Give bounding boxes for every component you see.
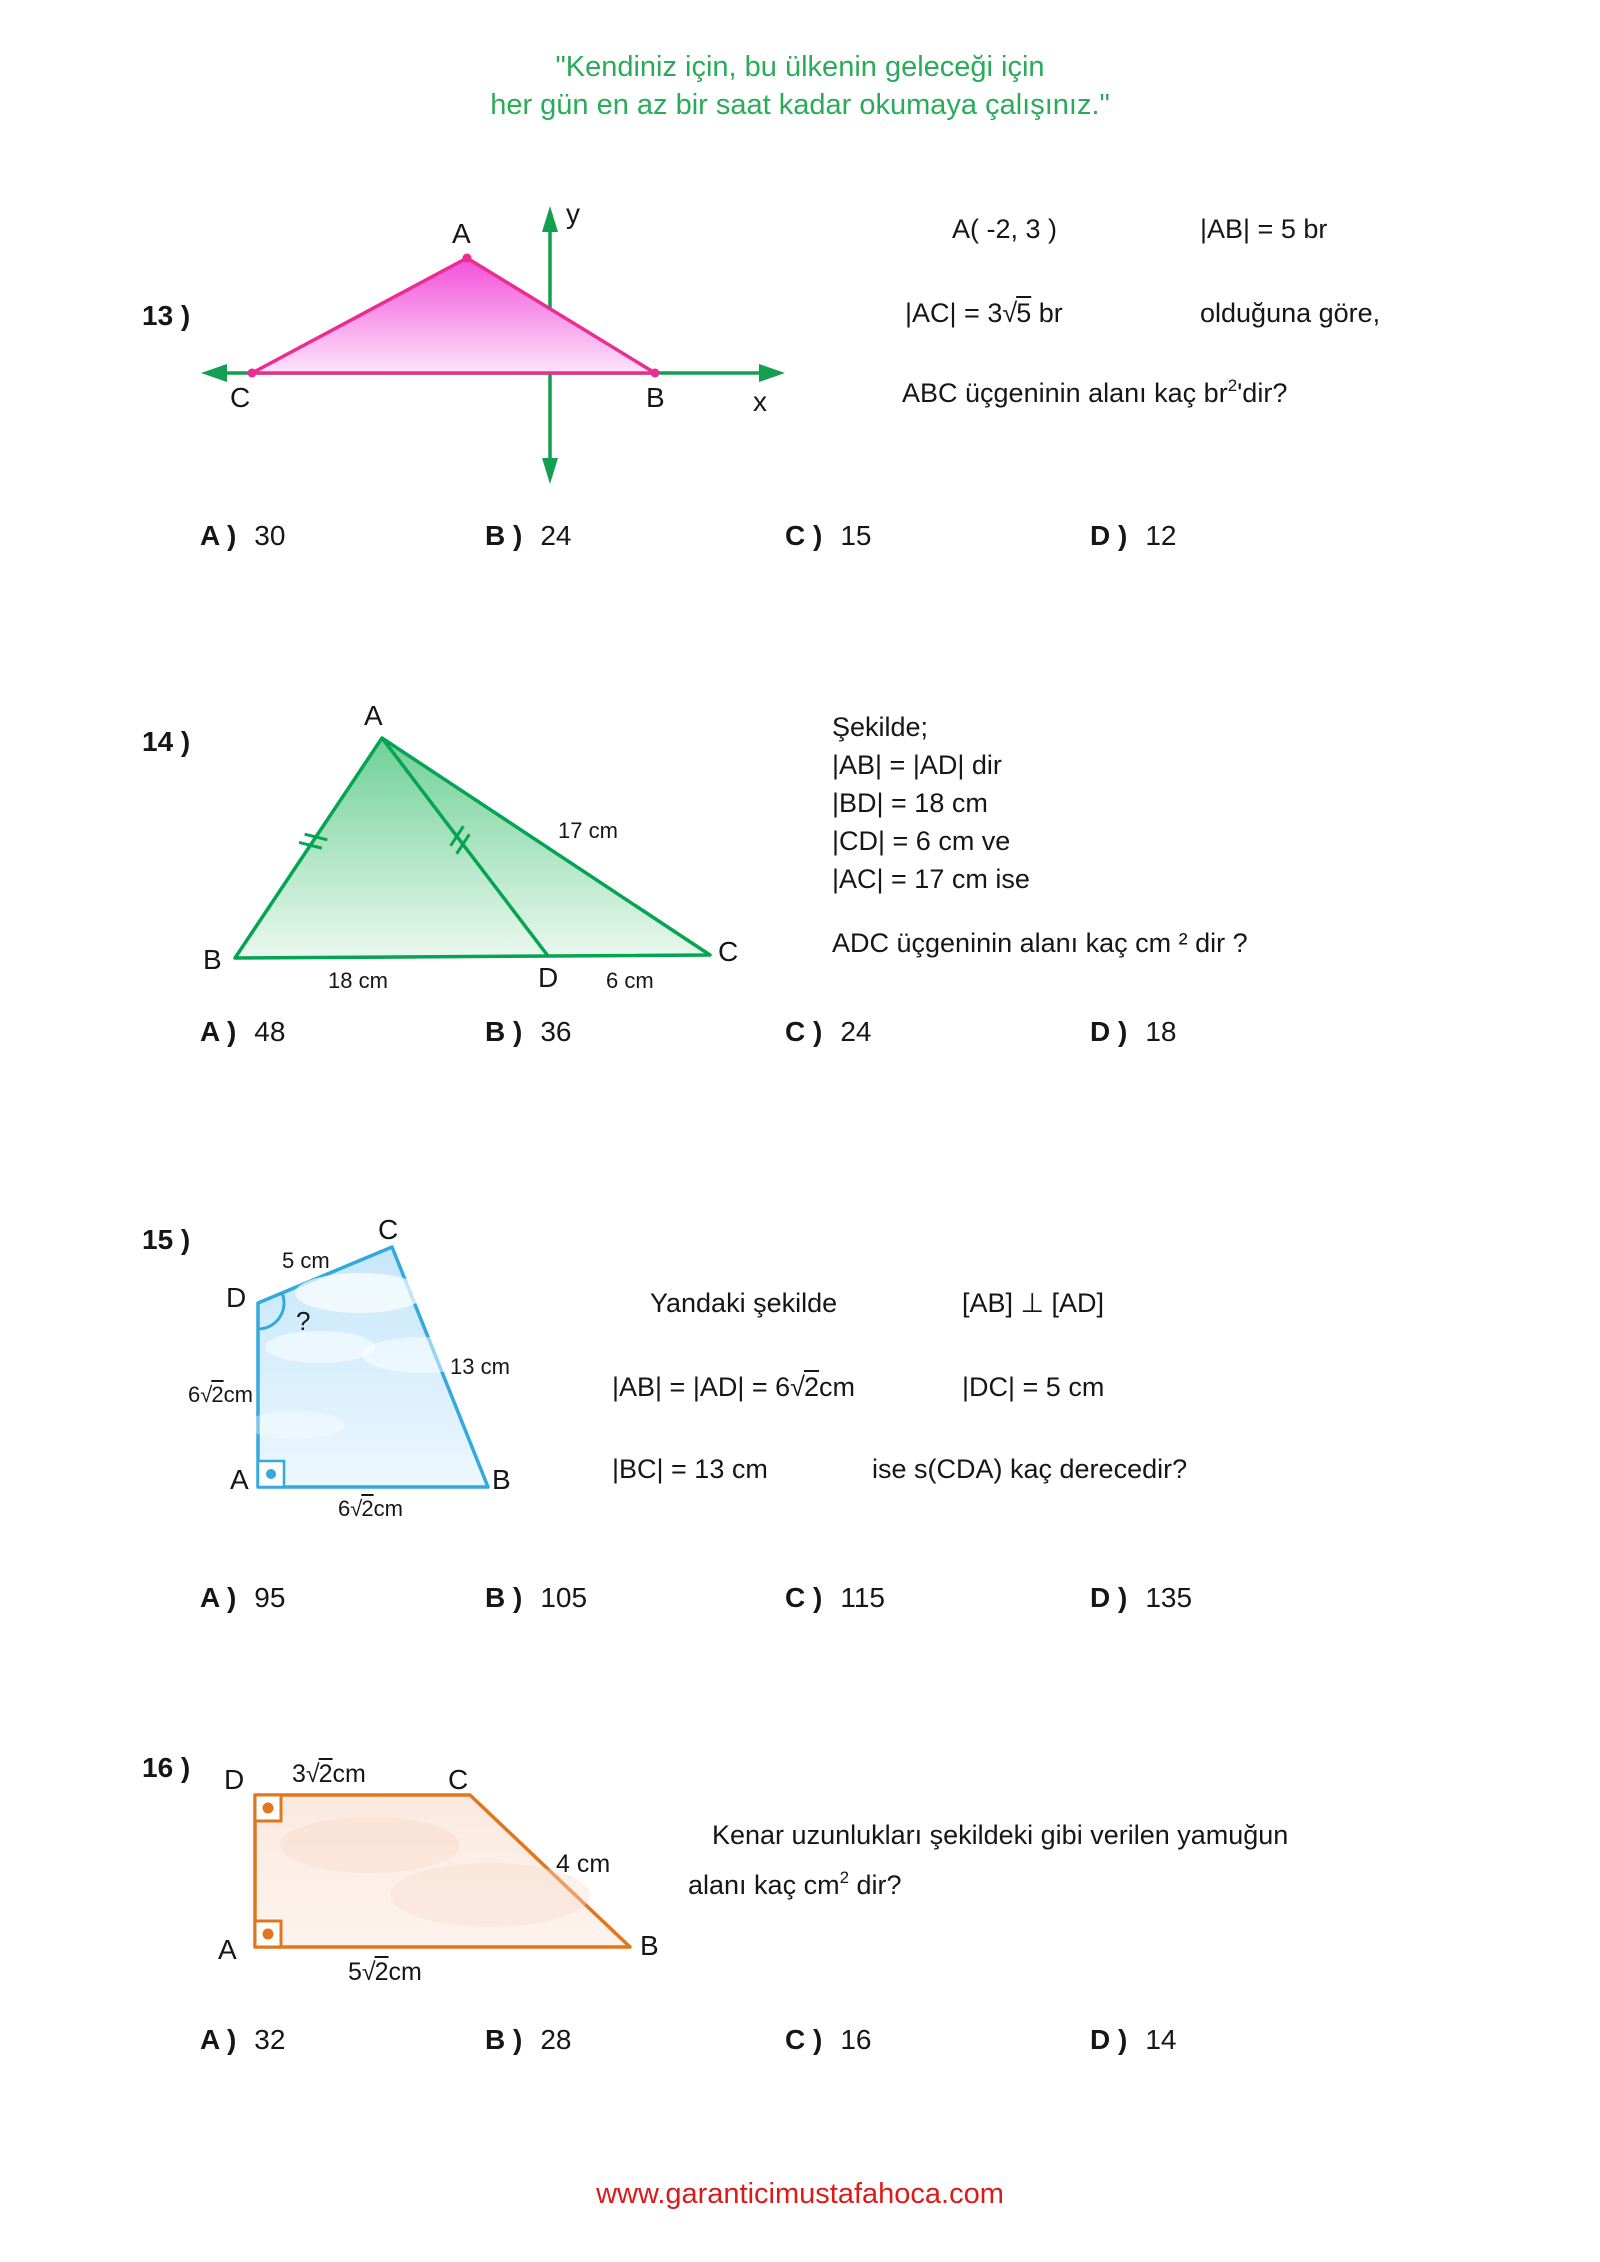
q15-length-ab: 6√2cm	[338, 1496, 403, 1521]
q15-statement-bc: |BC| = 13 cm	[612, 1454, 768, 1484]
q14-triangle	[235, 738, 710, 958]
q15-length-ad: 6√2cm	[188, 1382, 253, 1407]
q16-answer-c: C ) 16	[785, 2024, 872, 2055]
q15-question-text: ise s(CDA) kaç derecedir?	[872, 1454, 1188, 1484]
q13-triangle	[252, 258, 655, 373]
q16-answer-d: D ) 14	[1090, 2024, 1177, 2055]
y-axis-bottom-arrow-icon	[542, 458, 558, 484]
q15-statement-intro: Yandaki şekilde	[650, 1288, 838, 1318]
q15-vertex-a-label: A	[230, 1464, 249, 1495]
q13-statement-coord: A( -2, 3 )	[952, 214, 1058, 244]
q14-statement-4: |CD| = 6 cm ve	[832, 826, 1011, 856]
q14-length-ac: 17 cm	[558, 818, 618, 843]
q13-diagram	[185, 192, 795, 492]
q14-answer-a: A ) 48	[200, 1016, 286, 1047]
question-13-number: 13 )	[142, 300, 191, 331]
q13-statement-ab: |AB| = 5 br	[1200, 214, 1328, 244]
header-quote	[0, 48, 1600, 124]
y-axis-top-arrow-icon	[542, 206, 558, 232]
question-15-number: 15 )	[142, 1224, 191, 1255]
q14-statement-1: Şekilde;	[832, 712, 929, 742]
q14-statement-5: |AC| = 17 cm ise	[832, 864, 1030, 894]
q14-vertex-a-label: A	[364, 700, 383, 731]
q13-vertex-b-dot	[651, 369, 660, 378]
q16-length-ab: 5√2cm	[348, 1958, 422, 1986]
q13-answer-c: C ) 15	[785, 520, 872, 551]
radical-sign: √	[305, 1760, 320, 1788]
q14-diagram	[180, 690, 760, 1000]
question-14-number: 14 )	[142, 726, 191, 757]
q16-answer-b: B ) 28	[485, 2024, 572, 2055]
q15-length-cb: 13 cm	[450, 1354, 510, 1379]
q14-question-text: ADC üçgeninin alanı kaç cm ² dir ?	[832, 928, 1248, 958]
q15-vertex-b-label: B	[492, 1464, 511, 1495]
q16-question-line1: Kenar uzunlukları şekildeki gibi verilen yamuğun	[712, 1820, 1289, 1850]
q13-answer-a: A ) 30	[200, 520, 286, 551]
q16-vertex-c-label: C	[448, 1764, 469, 1795]
radical-sign: √	[200, 1382, 213, 1407]
q14-statement-2: |AB| = |AD| dir	[832, 750, 1002, 780]
cloud-icon	[295, 1273, 425, 1313]
q13-vertex-c-dot	[248, 369, 257, 378]
texture-patch	[280, 1817, 460, 1873]
q13-answer-b: B ) 24	[485, 520, 572, 551]
q14-statement-3: |BD| = 18 cm	[832, 788, 988, 818]
q14-vertex-c-label: C	[718, 936, 739, 967]
q13-question-text: ABC üçgeninin alanı kaç $br^2'dir$?	[902, 376, 1288, 408]
radical-sign: √	[1002, 298, 1018, 328]
q13-y-axis-label: y	[566, 198, 580, 229]
q15-vertex-d-label: D	[226, 1282, 247, 1313]
q15-vertex-c-label: C	[378, 1214, 399, 1245]
cloud-icon	[245, 1411, 345, 1439]
q14-answer-c: C ) 24	[785, 1016, 872, 1047]
radical-sign: √	[790, 1372, 805, 1402]
q13-vertex-a-dot	[463, 254, 472, 263]
header-quote-line2: her gün en az bir saat kadar okumaya çalışınız."	[490, 89, 1110, 121]
q16-diagram	[170, 1775, 690, 1975]
q14-vertex-b-label: B	[203, 944, 222, 975]
q16-vertex-d-label: D	[224, 1764, 245, 1795]
q15-answer-a: A ) 95	[200, 1582, 286, 1613]
q16-vertex-b-label: B	[640, 1930, 659, 1961]
q16-question-line2: alanı kaç $cm^2$ dir?	[688, 1868, 902, 1900]
header-quote-line1: "Kendiniz için, bu ülkenin geleceği için	[555, 51, 1045, 83]
q13-statement-ac: |AC| = 3√5 br	[905, 298, 1063, 328]
q15-angle-question-mark: ?	[296, 1306, 311, 1336]
q15-answer-b: B ) 105	[485, 1582, 588, 1613]
x-axis-right-arrow-icon	[759, 364, 785, 382]
q16-length-cb: 4 cm	[556, 1850, 611, 1878]
q15-statement-perp: [AB] ⊥ [AD]	[962, 1288, 1105, 1318]
footer-url: www.garanticimustafahoca.com	[596, 2178, 1004, 2210]
q16-answer-a: A ) 32	[200, 2024, 286, 2055]
q14-answer-b: B ) 36	[485, 1016, 572, 1047]
q13-x-axis-label: x	[753, 386, 767, 417]
q13-vertex-c-label: C	[230, 382, 251, 413]
q15-right-angle-a-dot	[266, 1469, 276, 1479]
q15-length-dc: 5 cm	[282, 1248, 330, 1273]
question-16-number: 16 )	[142, 1752, 191, 1783]
radical-sign: √	[350, 1496, 363, 1521]
q14-vertex-d-label: D	[538, 962, 559, 993]
q13-answer-d: D ) 12	[1090, 520, 1177, 551]
q13-vertex-b-label: B	[646, 382, 665, 413]
q14-answer-d: D ) 18	[1090, 1016, 1177, 1047]
q15-answer-d: D ) 135	[1090, 1582, 1193, 1613]
q16-vertex-a-label: A	[218, 1934, 237, 1965]
q13-statement-conclusion: olduğuna göre,	[1200, 298, 1381, 328]
q14-length-dc: 6 cm	[606, 968, 654, 993]
q14-length-bd: 18 cm	[328, 968, 388, 993]
radical-sign: √	[361, 1958, 376, 1986]
q15-answer-c: C ) 115	[785, 1582, 885, 1613]
q15-statement-abad: |AB| = |AD| = 6√2cm	[612, 1372, 856, 1402]
q13-vertex-a-label: A	[452, 218, 471, 249]
q16-right-angle-a-dot	[263, 1929, 274, 1940]
q16-length-dc: 3√2cm	[292, 1760, 366, 1788]
cloud-icon	[265, 1331, 375, 1363]
x-axis-left-arrow-icon	[201, 364, 227, 382]
q15-statement-dc: |DC| = 5 cm	[962, 1372, 1105, 1402]
q16-right-angle-d-dot	[263, 1803, 274, 1814]
